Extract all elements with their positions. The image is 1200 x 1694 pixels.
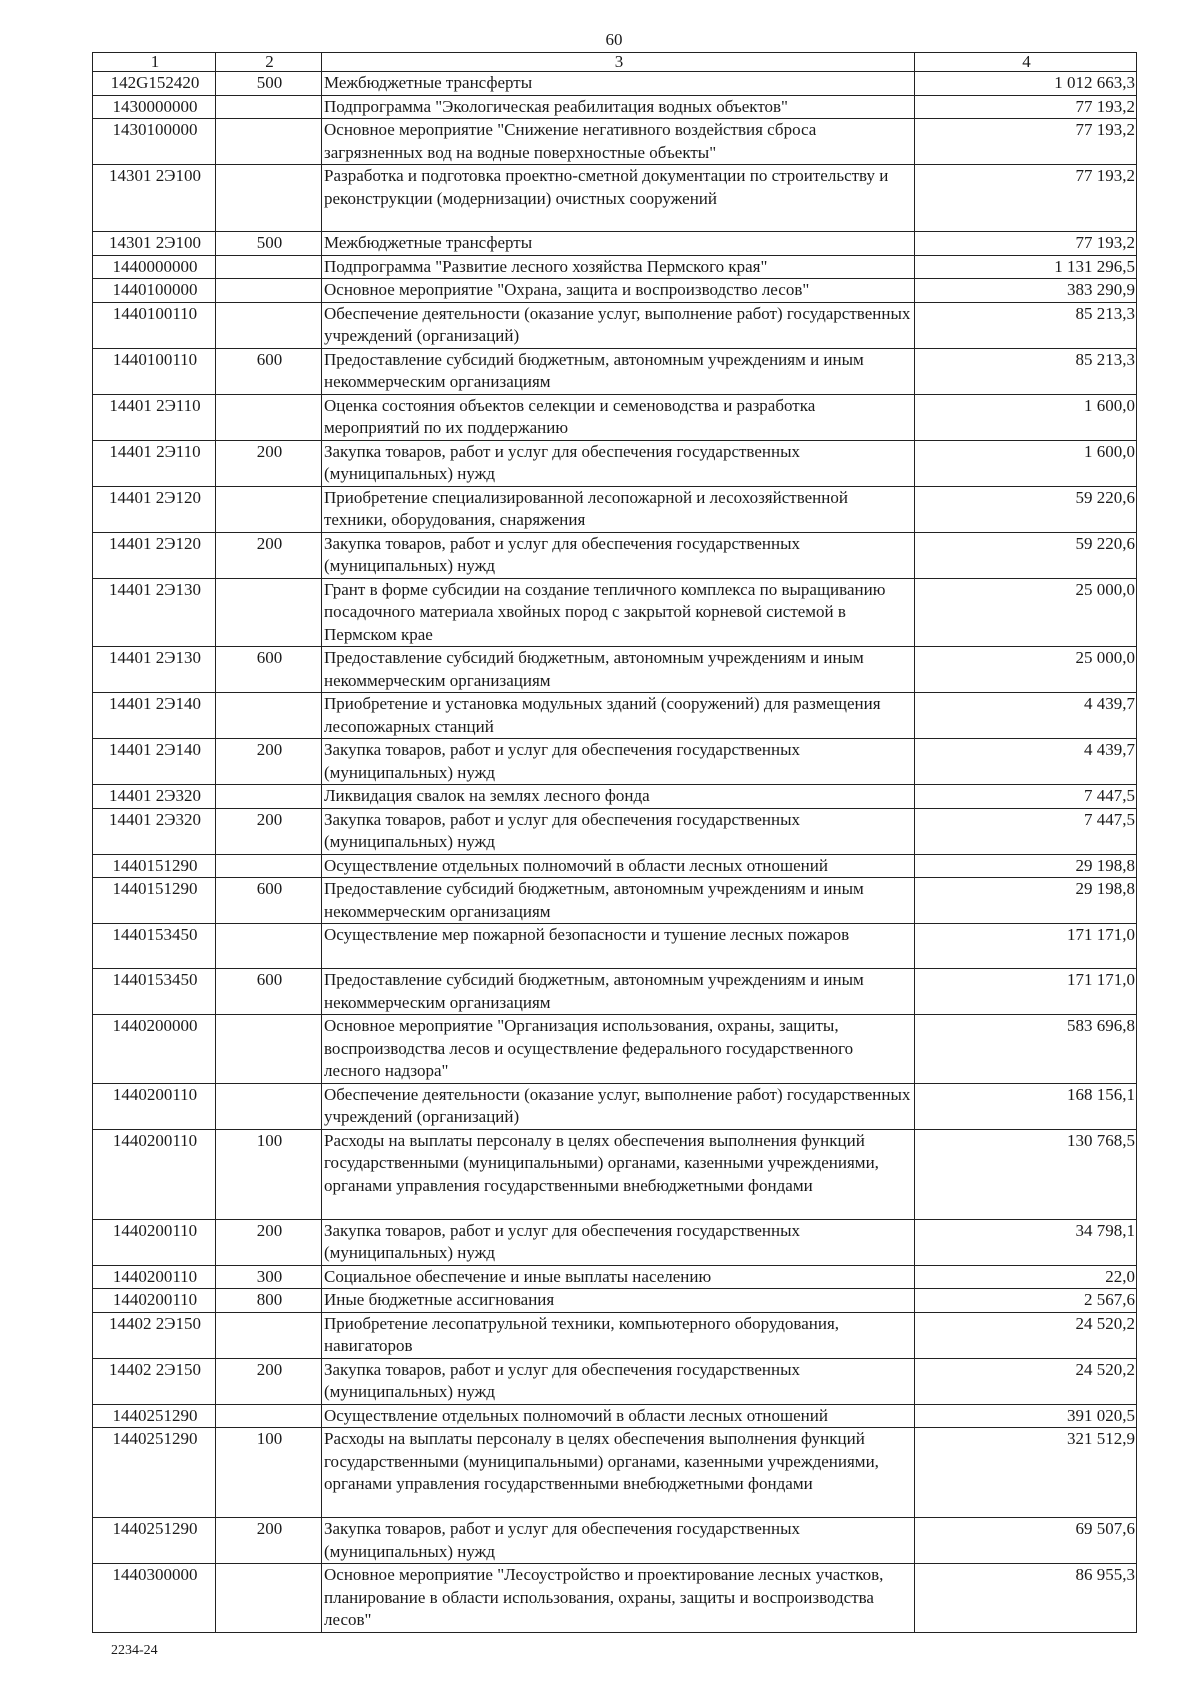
table-row — [93, 785, 1137, 809]
row-code: 1430100000 — [93, 119, 216, 165]
row-name: Расходы на выплаты персоналу в целях обеспечения выполнения функций государственными (муниципальными) органами, казенными учреждениями, органами управления государственными внебюджетными фондами — [322, 1129, 915, 1219]
table-row — [93, 1404, 1137, 1428]
row-code: 1430000000 — [93, 95, 216, 119]
row-code: 14402 2Э150 — [93, 1312, 216, 1358]
row-name: Основное мероприятие "Охрана, защита и воспроизводство лесов" — [322, 279, 915, 303]
row-name: Предоставление субсидий бюджетным, автономным учреждениям и иным некоммерческим организациям — [322, 348, 915, 394]
row-expense-type — [216, 854, 322, 878]
table-row — [93, 72, 1137, 96]
row-name: Закупка товаров, работ и услуг для обеспечения государственных (муниципальных) нужд — [322, 440, 915, 486]
row-name: Оценка состояния объектов селекции и семеноводства и разработка мероприятий по их поддержанию — [322, 394, 915, 440]
row-expense-type — [216, 785, 322, 809]
table-row — [93, 924, 1137, 969]
row-code: 1440100110 — [93, 302, 216, 348]
row-code: 1440153450 — [93, 969, 216, 1015]
row-expense-type: 500 — [216, 232, 322, 256]
row-code: 1440200110 — [93, 1289, 216, 1313]
table-row — [93, 95, 1137, 119]
row-name: Иные бюджетные ассигнования — [322, 1289, 915, 1313]
row-code: 1440251290 — [93, 1404, 216, 1428]
table-header — [93, 53, 1137, 72]
row-name: Осуществление отдельных полномочий в области лесных отношений — [322, 1404, 915, 1428]
row-name: Ликвидация свалок на землях лесного фонда — [322, 785, 915, 809]
row-name: Подпрограмма "Развитие лесного хозяйства Пермского края" — [322, 255, 915, 279]
row-expense-type: 200 — [216, 808, 322, 854]
row-expense-type — [216, 165, 322, 232]
row-expense-type: 600 — [216, 348, 322, 394]
table-row — [93, 693, 1137, 739]
table-row — [93, 854, 1137, 878]
table-row — [93, 1564, 1137, 1633]
row-amount: 1 600,0 — [915, 440, 1137, 486]
table-row — [93, 969, 1137, 1015]
row-amount: 1 131 296,5 — [915, 255, 1137, 279]
row-code: 14401 2Э140 — [93, 693, 216, 739]
row-expense-type — [216, 119, 322, 165]
table-row — [93, 1015, 1137, 1084]
table-row — [93, 1428, 1137, 1518]
row-name: Предоставление субсидий бюджетным, автономным учреждениям и иным некоммерческим организациям — [322, 647, 915, 693]
row-code: 1440151290 — [93, 878, 216, 924]
row-name: Межбюджетные трансферты — [322, 72, 915, 96]
row-code: 14301 2Э100 — [93, 232, 216, 256]
row-expense-type: 200 — [216, 739, 322, 785]
row-name: Закупка товаров, работ и услуг для обеспечения государственных (муниципальных) нужд — [322, 532, 915, 578]
page-number: 60 — [605, 30, 623, 49]
row-expense-type: 600 — [216, 647, 322, 693]
row-amount: 321 512,9 — [915, 1428, 1137, 1518]
row-code: 1440100110 — [93, 348, 216, 394]
budget-table — [92, 52, 1137, 1633]
row-name: Обеспечение деятельности (оказание услуг, выполнение работ) государственных учреждений (организаций) — [322, 302, 915, 348]
row-amount: 583 696,8 — [915, 1015, 1137, 1084]
row-name: Основное мероприятие "Лесоустройство и проектирование лесных участков, планирование в области использования, охраны, защиты и воспроизводства лесов" — [322, 1564, 915, 1633]
row-amount: 85 213,3 — [915, 348, 1137, 394]
row-amount: 24 520,2 — [915, 1358, 1137, 1404]
row-expense-type: 200 — [216, 1518, 322, 1564]
row-name: Приобретение лесопатрульной техники, компьютерного оборудования, навигаторов — [322, 1312, 915, 1358]
table-row — [93, 232, 1137, 256]
row-amount: 24 520,2 — [915, 1312, 1137, 1358]
row-name: Осуществление отдельных полномочий в области лесных отношений — [322, 854, 915, 878]
table-row — [93, 486, 1137, 532]
row-code: 14401 2Э130 — [93, 647, 216, 693]
row-amount: 25 000,0 — [915, 578, 1137, 647]
col-header-name: 3 — [322, 53, 915, 72]
row-expense-type: 200 — [216, 1219, 322, 1265]
table-row — [93, 1358, 1137, 1404]
row-name: Основное мероприятие "Снижение негативного воздействия сброса загрязненных вод на водные поверхностные объекты" — [322, 119, 915, 165]
row-expense-type — [216, 1015, 322, 1084]
row-amount: 1 600,0 — [915, 394, 1137, 440]
row-amount: 59 220,6 — [915, 532, 1137, 578]
row-code: 1440100000 — [93, 279, 216, 303]
row-amount: 77 193,2 — [915, 165, 1137, 232]
row-expense-type: 300 — [216, 1265, 322, 1289]
row-amount: 85 213,3 — [915, 302, 1137, 348]
row-name: Основное мероприятие "Организация использования, охраны, защиты, воспроизводства лесов и осуществление федерального государственного лесного надзора" — [322, 1015, 915, 1084]
row-amount: 22,0 — [915, 1265, 1137, 1289]
row-name: Закупка товаров, работ и услуг для обеспечения государственных (муниципальных) нужд — [322, 1219, 915, 1265]
row-expense-type — [216, 302, 322, 348]
row-code: 1440151290 — [93, 854, 216, 878]
row-code: 1440200000 — [93, 1015, 216, 1084]
table-row — [93, 1289, 1137, 1313]
row-expense-type: 800 — [216, 1289, 322, 1313]
row-amount: 171 171,0 — [915, 924, 1137, 969]
row-expense-type — [216, 578, 322, 647]
col-header-code: 1 — [93, 53, 216, 72]
col-header-type: 2 — [216, 53, 322, 72]
row-name: Межбюджетные трансферты — [322, 232, 915, 256]
row-name: Приобретение специализированной лесопожарной и лесохозяйственной техники, оборудования, снаряжения — [322, 486, 915, 532]
row-expense-type — [216, 279, 322, 303]
row-expense-type: 100 — [216, 1428, 322, 1518]
row-name: Приобретение и установка модульных зданий (сооружений) для размещения лесопожарных станций — [322, 693, 915, 739]
table-row — [93, 255, 1137, 279]
table-row — [93, 1312, 1137, 1358]
row-amount: 25 000,0 — [915, 647, 1137, 693]
row-code: 14401 2Э320 — [93, 808, 216, 854]
row-expense-type: 200 — [216, 1358, 322, 1404]
table-row — [93, 578, 1137, 647]
row-name: Закупка товаров, работ и услуг для обеспечения государственных (муниципальных) нужд — [322, 1518, 915, 1564]
row-amount: 69 507,6 — [915, 1518, 1137, 1564]
row-amount: 1 012 663,3 — [915, 72, 1137, 96]
row-amount: 4 439,7 — [915, 693, 1137, 739]
row-expense-type — [216, 1404, 322, 1428]
row-expense-type: 600 — [216, 878, 322, 924]
row-code: 1440200110 — [93, 1129, 216, 1219]
col-header-amount: 4 — [915, 53, 1137, 72]
row-code: 1440000000 — [93, 255, 216, 279]
row-name: Закупка товаров, работ и услуг для обеспечения государственных (муниципальных) нужд — [322, 1358, 915, 1404]
row-code: 14401 2Э130 — [93, 578, 216, 647]
row-amount: 29 198,8 — [915, 878, 1137, 924]
row-expense-type — [216, 394, 322, 440]
row-code: 1440200110 — [93, 1219, 216, 1265]
document-code: 2234-24 — [111, 1643, 158, 1658]
row-amount: 29 198,8 — [915, 854, 1137, 878]
row-expense-type — [216, 1083, 322, 1129]
row-amount: 86 955,3 — [915, 1564, 1137, 1633]
row-code: 14401 2Э320 — [93, 785, 216, 809]
row-expense-type: 100 — [216, 1129, 322, 1219]
row-amount: 7 447,5 — [915, 785, 1137, 809]
row-expense-type — [216, 924, 322, 969]
row-code: 14401 2Э120 — [93, 532, 216, 578]
table-row — [93, 647, 1137, 693]
row-code: 14401 2Э110 — [93, 394, 216, 440]
row-code: 14402 2Э150 — [93, 1358, 216, 1404]
row-amount: 77 193,2 — [915, 95, 1137, 119]
row-amount: 34 798,1 — [915, 1219, 1137, 1265]
row-code: 1440251290 — [93, 1518, 216, 1564]
row-amount: 383 290,9 — [915, 279, 1137, 303]
row-expense-type — [216, 255, 322, 279]
row-code: 1440200110 — [93, 1265, 216, 1289]
header-row — [93, 53, 1137, 72]
row-code: 1440300000 — [93, 1564, 216, 1633]
table-row — [93, 440, 1137, 486]
row-expense-type — [216, 486, 322, 532]
row-name: Осуществление мер пожарной безопасности и тушение лесных пожаров — [322, 924, 915, 969]
row-name: Обеспечение деятельности (оказание услуг, выполнение работ) государственных учреждений (организаций) — [322, 1083, 915, 1129]
row-amount: 168 156,1 — [915, 1083, 1137, 1129]
row-amount: 171 171,0 — [915, 969, 1137, 1015]
row-amount: 130 768,5 — [915, 1129, 1137, 1219]
table-row — [93, 119, 1137, 165]
table-row — [93, 1129, 1137, 1219]
row-expense-type: 200 — [216, 440, 322, 486]
row-code: 1440200110 — [93, 1083, 216, 1129]
table-row — [93, 165, 1137, 232]
table-row — [93, 394, 1137, 440]
row-expense-type — [216, 95, 322, 119]
row-code: 142G152420 — [93, 72, 216, 96]
table-row — [93, 348, 1137, 394]
row-amount: 391 020,5 — [915, 1404, 1137, 1428]
row-name: Социальное обеспечение и иные выплаты населению — [322, 1265, 915, 1289]
row-expense-type — [216, 1564, 322, 1633]
row-expense-type — [216, 693, 322, 739]
table-row — [93, 1518, 1137, 1564]
row-code: 14401 2Э120 — [93, 486, 216, 532]
row-code: 1440251290 — [93, 1428, 216, 1518]
row-amount: 2 567,6 — [915, 1289, 1137, 1313]
row-expense-type: 500 — [216, 72, 322, 96]
row-amount: 77 193,2 — [915, 232, 1137, 256]
row-amount: 59 220,6 — [915, 486, 1137, 532]
row-expense-type: 600 — [216, 969, 322, 1015]
row-name: Закупка товаров, работ и услуг для обеспечения государственных (муниципальных) нужд — [322, 739, 915, 785]
table-body — [93, 72, 1137, 1633]
row-code: 1440153450 — [93, 924, 216, 969]
row-amount: 7 447,5 — [915, 808, 1137, 854]
table-row — [93, 808, 1137, 854]
row-name: Грант в форме субсидии на создание тепличного комплекса по выращиванию посадочного материала хвойных пород с закрытой корневой системой в Пермском крае — [322, 578, 915, 647]
table-row — [93, 302, 1137, 348]
row-expense-type: 200 — [216, 532, 322, 578]
row-amount: 4 439,7 — [915, 739, 1137, 785]
table-row — [93, 532, 1137, 578]
table-row — [93, 1219, 1137, 1265]
table-row — [93, 279, 1137, 303]
row-name: Расходы на выплаты персоналу в целях обеспечения выполнения функций государственными (муниципальными) органами, казенными учреждениями, органами управления государственными внебюджетными фондами — [322, 1428, 915, 1518]
row-expense-type — [216, 1312, 322, 1358]
table-row — [93, 1083, 1137, 1129]
row-code: 14301 2Э100 — [93, 165, 216, 232]
table-row — [93, 739, 1137, 785]
row-code: 14401 2Э110 — [93, 440, 216, 486]
row-name: Предоставление субсидий бюджетным, автономным учреждениям и иным некоммерческим организациям — [322, 878, 915, 924]
table-row — [93, 1265, 1137, 1289]
row-amount: 77 193,2 — [915, 119, 1137, 165]
table-row — [93, 878, 1137, 924]
row-name: Закупка товаров, работ и услуг для обеспечения государственных (муниципальных) нужд — [322, 808, 915, 854]
row-name: Предоставление субсидий бюджетным, автономным учреждениям и иным некоммерческим организациям — [322, 969, 915, 1015]
row-name: Разработка и подготовка проектно-сметной документации по строительству и реконструкции (модернизации) очистных сооружений — [322, 165, 915, 232]
row-code: 14401 2Э140 — [93, 739, 216, 785]
row-name: Подпрограмма "Экологическая реабилитация водных объектов" — [322, 95, 915, 119]
